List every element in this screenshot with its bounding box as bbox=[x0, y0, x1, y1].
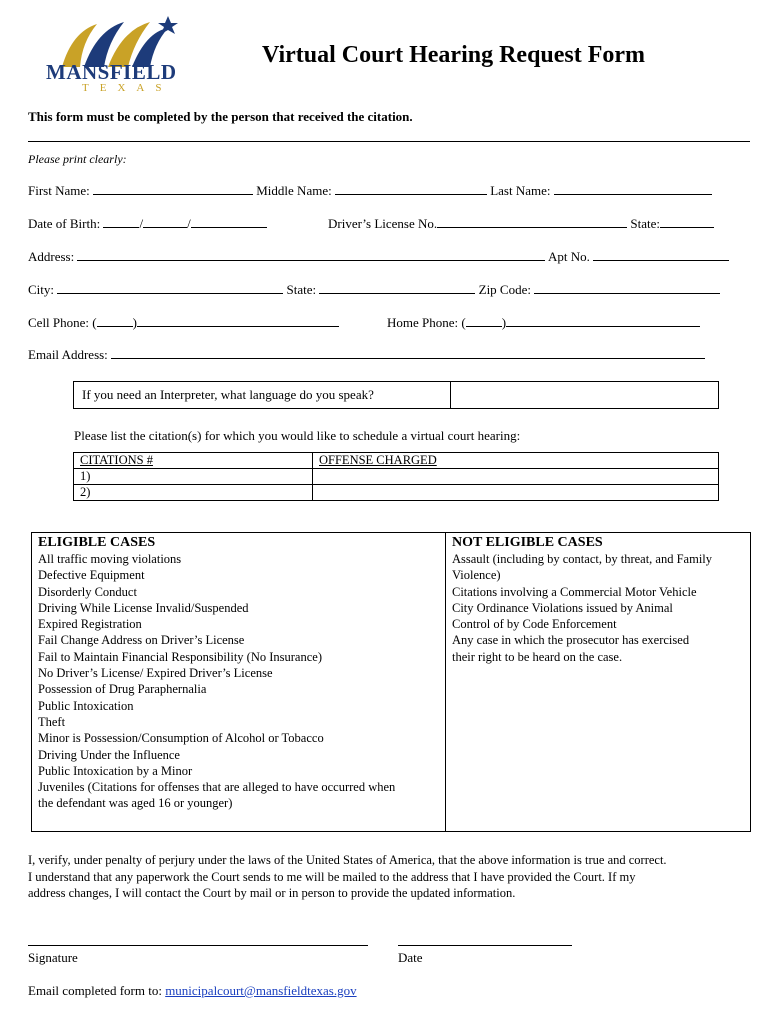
email-row bbox=[28, 347, 705, 365]
license-row bbox=[328, 216, 714, 234]
email-field[interactable] bbox=[111, 358, 705, 359]
citation-number-cell[interactable]: 1) bbox=[74, 469, 313, 485]
interpreter-question: If you need an Interpreter, what language do you speak? bbox=[74, 382, 451, 409]
license-state-label: State: bbox=[630, 216, 661, 231]
case-item: the defendant was aged 16 or younger) bbox=[38, 796, 233, 811]
license-label: Driver’s License No. bbox=[328, 216, 438, 231]
home-phone-field[interactable] bbox=[506, 326, 700, 327]
interpreter-table bbox=[73, 381, 719, 409]
apt-label: Apt No. bbox=[548, 249, 590, 264]
date-label: Date bbox=[398, 950, 423, 965]
signature-field[interactable] bbox=[28, 945, 368, 946]
case-item: their right to be heard on the case. bbox=[452, 649, 623, 664]
email-instruction bbox=[28, 983, 357, 999]
eligible-cases-column bbox=[32, 533, 446, 831]
apt-field[interactable] bbox=[593, 260, 729, 261]
cell-phone-label: Cell Phone: bbox=[28, 315, 90, 330]
dob-label: Date of Birth: bbox=[28, 216, 101, 231]
case-item: Theft bbox=[38, 714, 66, 729]
case-item: All traffic moving violations bbox=[38, 552, 182, 566]
case-item: Public Intoxication bbox=[38, 698, 134, 713]
eligibility-table bbox=[31, 532, 751, 832]
case-item: No Driver’s License/ Expired Driver’s License bbox=[38, 666, 273, 681]
logo-subtext: TEXAS bbox=[82, 82, 173, 94]
paren-open: ( bbox=[461, 315, 466, 330]
print-note: Please print clearly: bbox=[28, 152, 127, 166]
dob-month-field[interactable] bbox=[103, 227, 139, 228]
cell-phone-field[interactable] bbox=[137, 326, 339, 327]
state-field[interactable] bbox=[319, 293, 475, 294]
case-item: Fail to Maintain Financial Responsibility (No Insurance) bbox=[38, 649, 322, 664]
divider bbox=[28, 141, 750, 142]
table-header-row bbox=[74, 453, 719, 469]
case-item: Minor is Possession/Consumption of Alcohol or Tobacco bbox=[38, 731, 324, 746]
case-item: City Ordinance Violations issued by Animal bbox=[452, 600, 673, 615]
last-name-label: Last Name: bbox=[490, 183, 551, 198]
license-state-field[interactable] bbox=[660, 227, 714, 228]
case-item: Citations involving a Commercial Motor Vehicle bbox=[452, 584, 697, 599]
logo-text: MANSFIELD bbox=[46, 60, 177, 84]
cell-phone-row bbox=[28, 315, 339, 333]
offense-cell[interactable] bbox=[313, 469, 719, 485]
address-label: Address: bbox=[28, 249, 75, 264]
citations-table bbox=[73, 452, 719, 501]
case-item: Violence) bbox=[452, 568, 501, 583]
verification-line: I, verify, under penalty of perjury under the laws of the United States of America, that the above information is true and correct. bbox=[28, 853, 667, 867]
verification-line: I understand that any paperwork the Court sends to me will be mailed to the address that I have provided the Court. If my bbox=[28, 869, 636, 884]
home-area-code-field[interactable] bbox=[466, 326, 502, 327]
eligible-cases-list bbox=[32, 551, 445, 812]
table-row bbox=[74, 469, 719, 485]
not-eligible-cases-list bbox=[446, 551, 750, 665]
verification-statement bbox=[28, 852, 750, 902]
citations-header: CITATIONS # bbox=[74, 453, 313, 469]
paren-close: ) bbox=[501, 315, 507, 330]
zip-field[interactable] bbox=[534, 293, 720, 294]
city-field[interactable] bbox=[57, 293, 283, 294]
paren-close: ) bbox=[132, 315, 137, 330]
court-email-link[interactable]: municipalcourt@mansfieldtexas.gov bbox=[165, 983, 357, 998]
dob-day-field[interactable] bbox=[143, 227, 187, 228]
table-row bbox=[74, 485, 719, 501]
zip-label: Zip Code: bbox=[478, 282, 531, 297]
case-item: Defective Equipment bbox=[38, 568, 145, 583]
cell-area-code-field[interactable] bbox=[97, 326, 133, 327]
not-eligible-cases-heading: NOT ELIGIBLE CASES bbox=[452, 535, 603, 550]
case-item: Expired Registration bbox=[38, 617, 142, 632]
home-phone-row bbox=[387, 315, 700, 333]
case-item: Possession of Drug Paraphernalia bbox=[38, 682, 207, 697]
city-row bbox=[28, 282, 720, 300]
address-row bbox=[28, 249, 729, 267]
dob-separator: / bbox=[139, 216, 144, 231]
case-item: Any case in which the prosecutor has exercised bbox=[452, 633, 690, 648]
citation-number-cell[interactable]: 2) bbox=[74, 485, 313, 501]
email-instruction-text: Email completed form to: bbox=[28, 983, 162, 998]
case-item: Disorderly Conduct bbox=[38, 584, 137, 599]
not-eligible-cases-column bbox=[446, 533, 750, 831]
dob-row bbox=[28, 216, 267, 234]
case-item: Assault (including by contact, by threat, and Family bbox=[452, 552, 713, 566]
verification-line: address changes, I will contact the Court by mail or in person to provide the updated information. bbox=[28, 886, 516, 900]
offense-header: OFFENSE CHARGED bbox=[313, 453, 719, 469]
case-item: Driving While License Invalid/Suspended bbox=[38, 600, 249, 615]
signature-label: Signature bbox=[28, 950, 78, 965]
first-name-field[interactable] bbox=[93, 194, 253, 195]
home-phone-label: Home Phone: bbox=[387, 315, 459, 330]
offense-cell[interactable] bbox=[313, 485, 719, 501]
citations-intro: Please list the citation(s) for which you would like to schedule a virtual court hearing: bbox=[74, 428, 521, 443]
date-field[interactable] bbox=[398, 945, 572, 946]
address-field[interactable] bbox=[77, 260, 545, 261]
form-instruction: This form must be completed by the person that received the citation. bbox=[28, 109, 413, 124]
license-field[interactable] bbox=[437, 227, 627, 228]
eligible-cases-heading: ELIGIBLE CASES bbox=[38, 535, 156, 550]
first-name-label: First Name: bbox=[28, 183, 90, 198]
page-title: Virtual Court Hearing Request Form bbox=[262, 42, 646, 68]
case-item: Juveniles (Citations for offenses that are alleged to have occurred when bbox=[38, 780, 396, 795]
city-label: City: bbox=[28, 282, 55, 297]
case-item: Fail Change Address on Driver’s License bbox=[38, 633, 245, 648]
last-name-field[interactable] bbox=[554, 194, 712, 195]
name-row bbox=[28, 183, 712, 201]
dob-separator: / bbox=[187, 216, 191, 231]
middle-name-label: Middle Name: bbox=[256, 183, 332, 198]
middle-name-field[interactable] bbox=[335, 194, 487, 195]
case-item: Public Intoxication by a Minor bbox=[38, 763, 193, 778]
case-item: Driving Under the Influence bbox=[38, 747, 180, 762]
email-label: Email Address: bbox=[28, 347, 108, 362]
state-label: State: bbox=[286, 282, 317, 297]
dob-year-field[interactable] bbox=[191, 227, 267, 228]
case-item: Control of by Code Enforcement bbox=[452, 617, 617, 632]
paren-open: ( bbox=[92, 315, 97, 330]
interpreter-language-field[interactable] bbox=[451, 382, 719, 409]
